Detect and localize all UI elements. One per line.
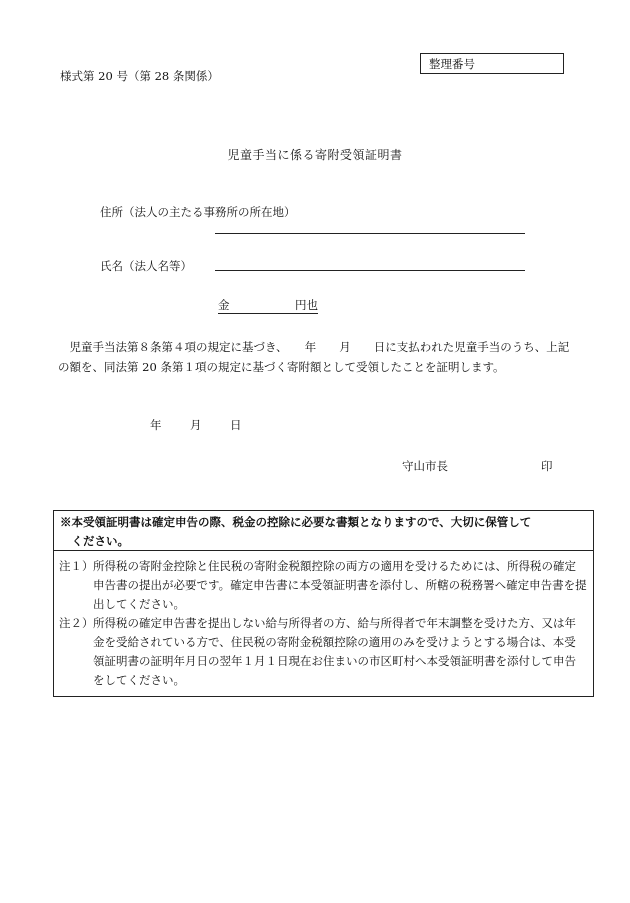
note-2 — [59, 614, 587, 690]
signer-title: 守山市長 — [402, 459, 448, 473]
notice-box — [53, 510, 594, 697]
date-year: 年 — [150, 418, 162, 432]
note-1 — [59, 557, 587, 614]
name-label: 氏名（法人名等） — [100, 259, 192, 273]
amount-field — [218, 297, 318, 314]
reference-number-box — [420, 53, 564, 74]
address-underline — [215, 233, 525, 234]
note-1-text: 所得税の寄附金控除と住民税の寄附金税額控除の両方の適用を受けるためには、所得税の確定申告書の提出が必要です。確定申告書に本受領証明書を添付し、所轄の税務署へ確定申告書を提出してください。 — [93, 559, 587, 611]
note-2-text: 所得税の確定申告書を提出しない給与所得者の方、給与所得者で年末調整を受けた方、又は年金を受給されている方で、住民税の寄附金税額控除の適用のみを受けようとする場合は、本受領証明書の証明年月日の翌年１月１日現在お住まいの市区町村へ本受領証明書を添付して申告をしてください。 — [93, 616, 576, 687]
amount-prefix: 金 — [218, 298, 230, 312]
notice-heading-line1: ※本受領証明書は確定申告の際、税金の控除に必要な書類となりますので、大切に保管して — [60, 515, 532, 529]
notice-heading-line2: ください。 — [71, 534, 129, 548]
certification-date — [150, 417, 242, 433]
document-title: 児童手当に係る寄附受領証明書 — [227, 148, 403, 162]
reference-number-label: 整理番号 — [429, 57, 475, 71]
seal-mark: 印 — [541, 459, 553, 473]
certification-statement: 児童手当法第８条第４項の規定に基づき、 年 月 日に支払われた児童手当のうち、上記の額を、同法第 20 条第１項の規定に基づく寄附額として受領したことを証明します。 — [58, 340, 570, 374]
notice-heading — [54, 511, 593, 551]
date-day: 日 — [230, 418, 242, 432]
amount-suffix: 円也 — [295, 298, 318, 312]
form-number: 様式第 20 号（第 28 条関係） — [60, 69, 219, 83]
name-underline — [215, 270, 525, 271]
address-label: 住所（法人の主たる事務所の所在地） — [100, 205, 296, 219]
date-month: 月 — [190, 418, 202, 432]
note-1-tag: 注１） — [59, 559, 94, 573]
note-2-tag: 注２） — [59, 616, 94, 630]
